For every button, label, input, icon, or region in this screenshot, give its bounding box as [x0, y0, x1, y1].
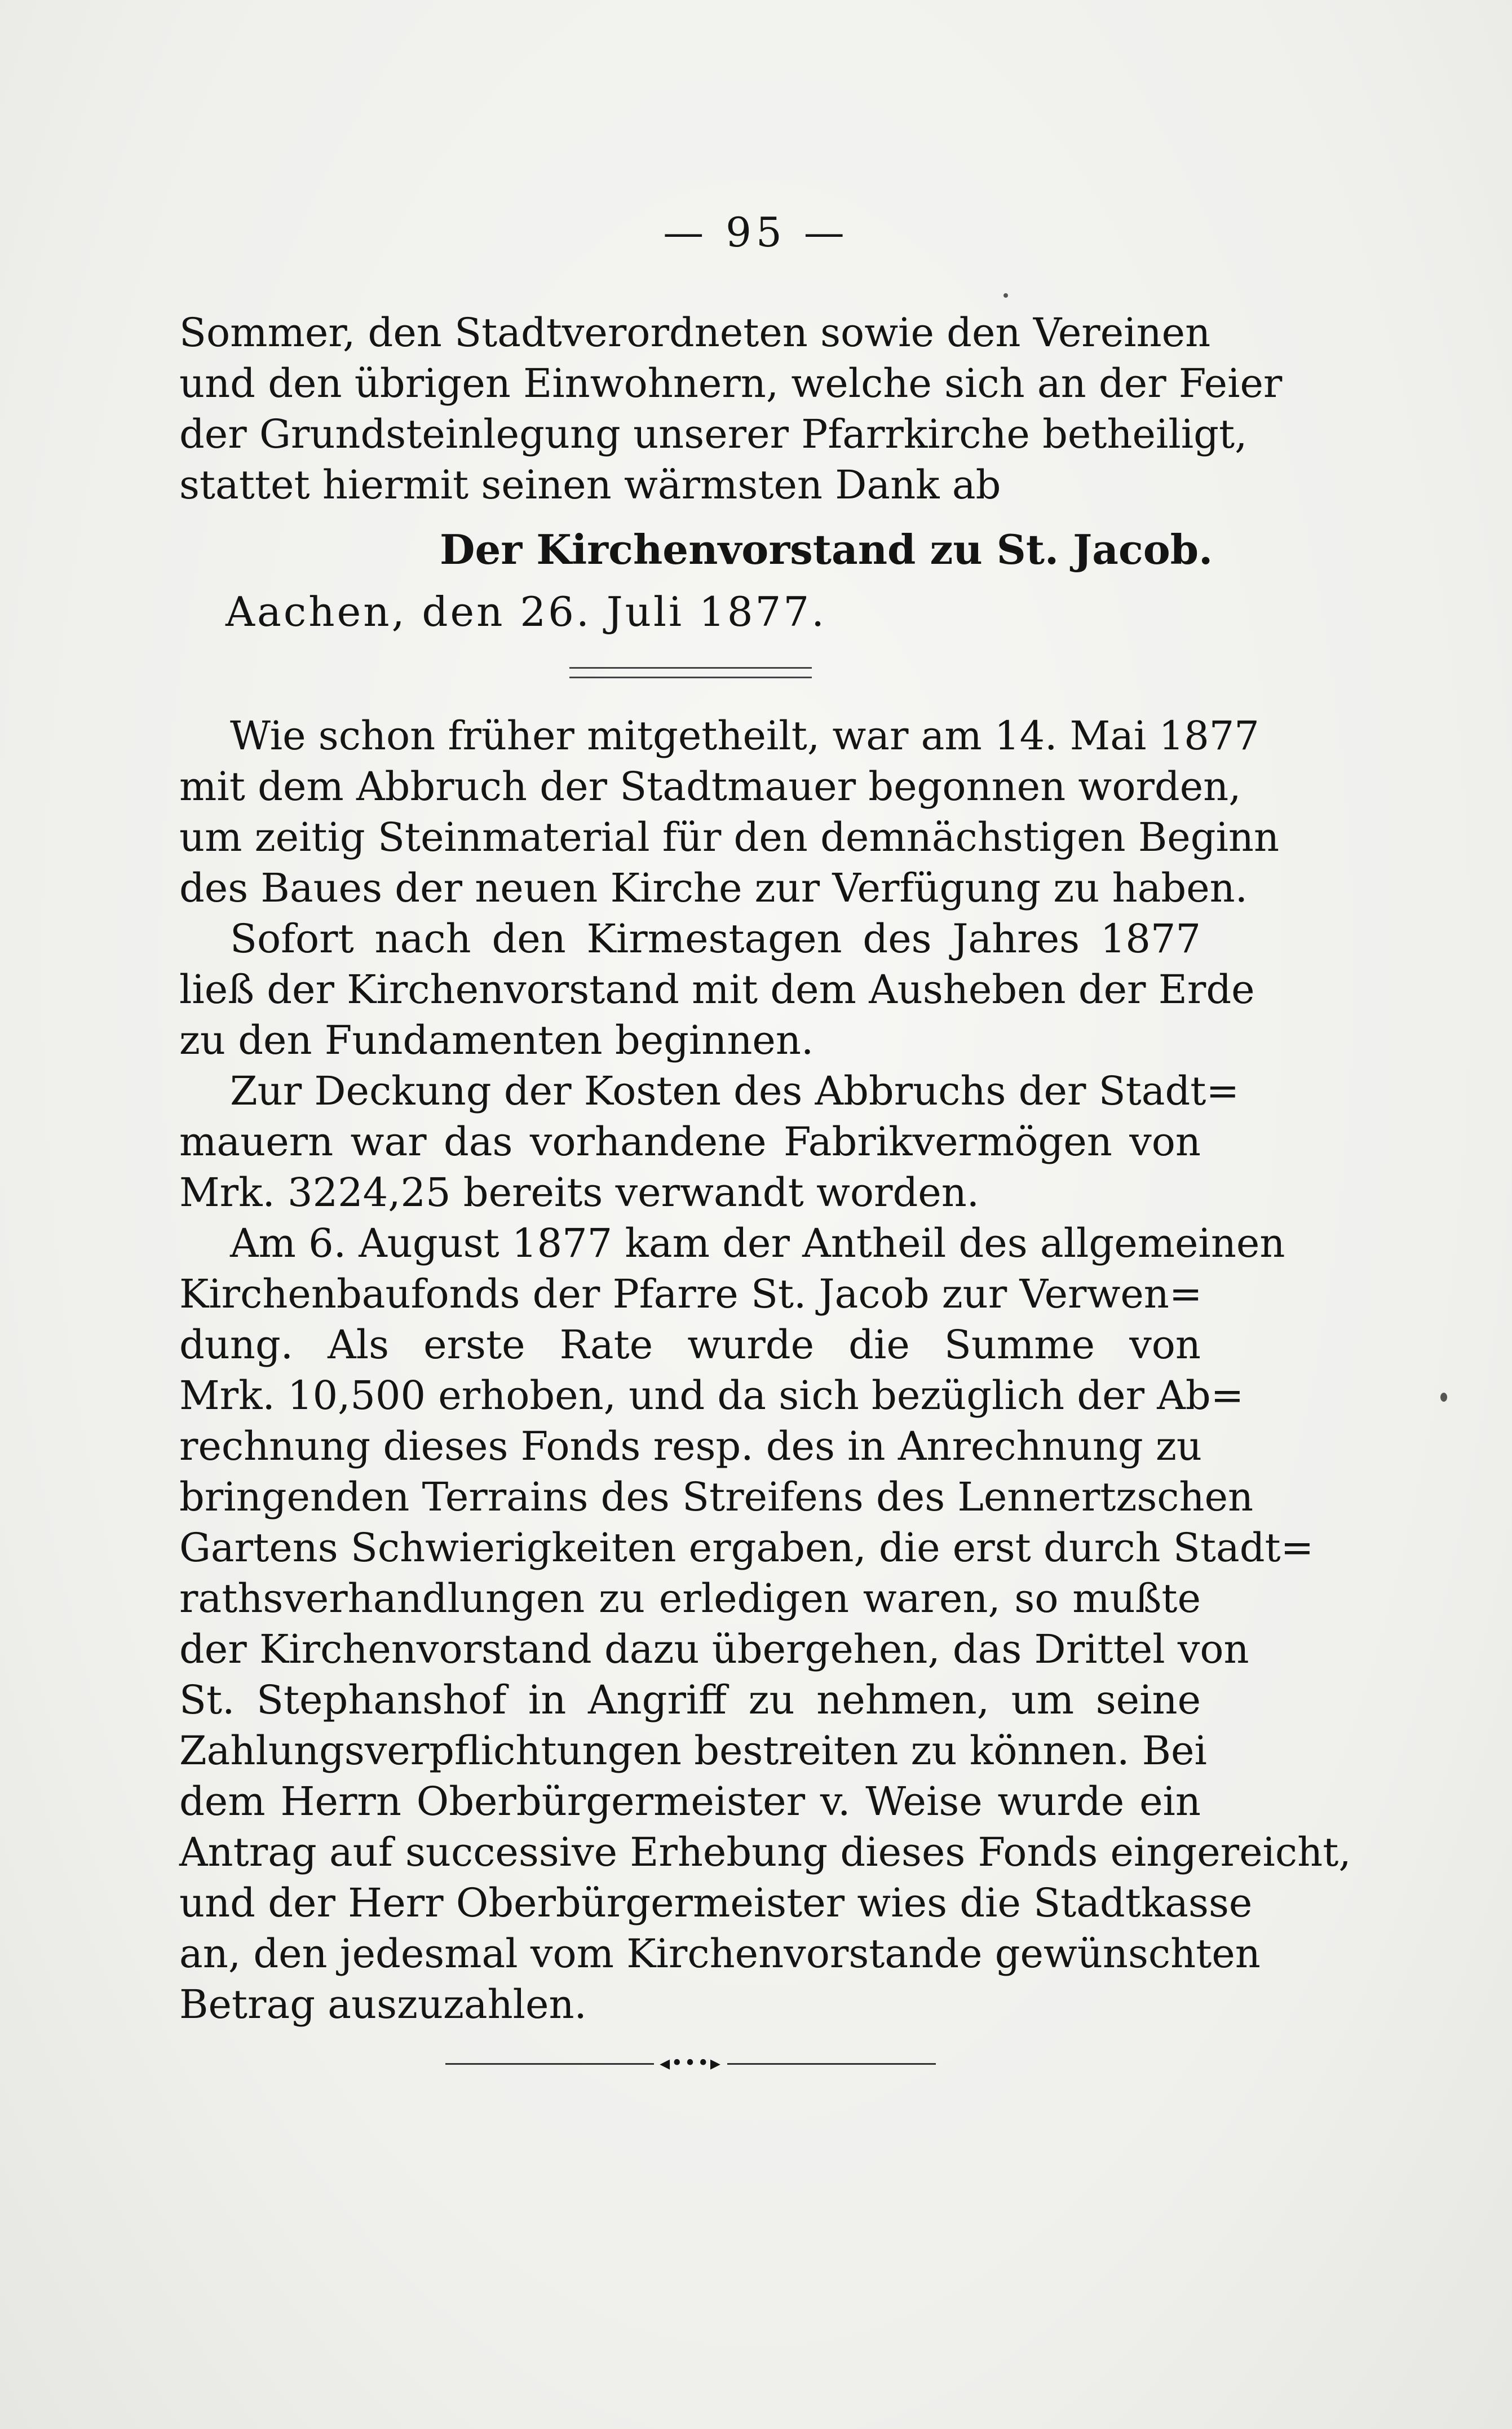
print-speck: [1440, 1393, 1447, 1402]
ornament-rule-left: [445, 2063, 654, 2065]
text-line: Zur Deckung der Kosten des Abbruchs der Stadt=: [230, 1068, 1240, 1114]
text-line: Sofort nach den Kirmestagen des Jahres 1877: [230, 916, 1201, 962]
text-line: mit dem Abbruch der Stadtmauer begonnen worden,: [179, 763, 1241, 810]
text-line: bringenden Terrains des Streifens des Lennertzschen: [179, 1474, 1254, 1520]
text-line: Wie schon früher mitgetheilt, war am 14. Mai 1877: [230, 713, 1259, 759]
text-line: Sommer, den Stadtverordneten sowie den Vereinen: [179, 310, 1211, 356]
signature-line: Der Kirchenvorstand zu St. Jacob.: [440, 525, 1213, 573]
text-line: und der Herr Oberbürgermeister wies die Stadtkasse: [179, 1880, 1253, 1926]
text-line: Am 6. August 1877 kam der Antheil des allgemeinen: [230, 1220, 1285, 1266]
text-line: ließ der Kirchenvorstand mit dem Ausheben der Erde: [179, 966, 1255, 1013]
print-speck: [1003, 293, 1008, 298]
text-line: der Grundsteinlegung unserer Pfarrkirche betheiligt,: [179, 411, 1248, 457]
ornament-rule-right: [727, 2063, 936, 2065]
text-line: des Baues der neuen Kirche zur Verfügung zu haben.: [179, 865, 1248, 911]
text-line: Gartens Schwierigkeiten ergaben, die erst durch Stadt=: [179, 1525, 1314, 1571]
text-line: Betrag auszuzahlen.: [179, 1981, 587, 2028]
text-line: an, den jedesmal vom Kirchenvorstande gewünschten: [179, 1931, 1261, 1977]
text-line: Mrk. 3224,25 bereits verwandt worden.: [179, 1169, 980, 1216]
text-line: zu den Fundamenten beginnen.: [179, 1017, 814, 1063]
page-number: — 95 —: [663, 209, 849, 256]
text-line: um zeitig Steinmaterial für den demnächstigen Beginn: [179, 814, 1280, 860]
text-line: St. Stephanshof in Angriff zu nehmen, um seine: [179, 1677, 1201, 1723]
text-line: rathsverhandlungen zu erledigen waren, so mußte: [179, 1575, 1201, 1622]
text-line: dung. Als erste Rate wurde die Summe von: [179, 1322, 1201, 1368]
text-line: stattet hiermit seinen wärmsten Dank ab: [179, 462, 1001, 508]
text-line: der Kirchenvorstand dazu übergehen, das Drittel von: [179, 1626, 1249, 1672]
text-line: Mrk. 10,500 erhoben, und da sich bezüglich der Ab=: [179, 1372, 1244, 1419]
text-line: und den übrigen Einwohnern, welche sich an der Feier: [179, 360, 1283, 407]
text-line: Kirchenbaufonds der Pfarre St. Jacob zur Verwen=: [179, 1271, 1202, 1317]
text-line: dem Herrn Oberbürgermeister v. Weise wurde ein: [179, 1778, 1201, 1825]
text-line: Antrag auf successive Erhebung dieses Fonds eingereicht,: [179, 1829, 1351, 1875]
text-line: Zahlungsverpflichtungen bestreiten zu können. Bei: [179, 1728, 1207, 1774]
text-line: rechnung dieses Fonds resp. des in Anrechnung zu: [179, 1423, 1202, 1469]
section-divider: [569, 667, 812, 678]
end-ornament: [445, 2052, 936, 2075]
text-line: mauern war das vorhandene Fabrikvermögen von: [179, 1119, 1201, 1165]
dateline: Aachen, den 26. Juli 1877.: [226, 588, 827, 635]
ornament-mark: ◂•••▸: [660, 2052, 722, 2075]
